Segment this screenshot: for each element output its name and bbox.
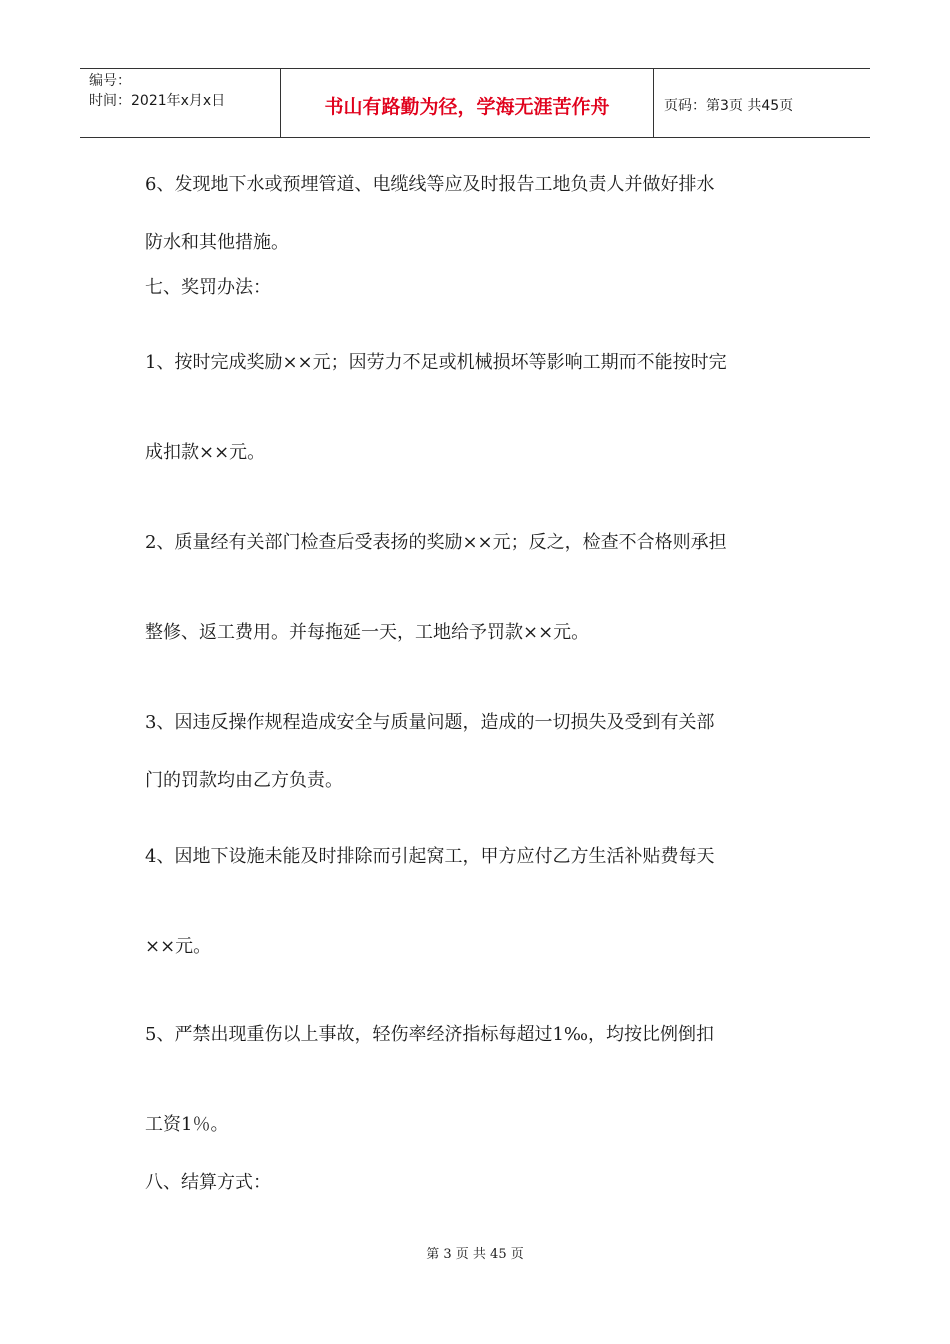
header-meta-cell	[80, 69, 281, 137]
body-line: 整修、返工费用。并每拖延一天，工地给予罚款××元。	[145, 622, 590, 643]
body-line: 3、因违反操作规程造成安全与质量问题，造成的一切损失及受到有关部	[145, 712, 715, 733]
page-footer: 第 3 页 共 45 页	[426, 1247, 524, 1262]
header-motto: 书山有路勤为径，学海无涯苦作舟	[281, 69, 654, 137]
header-page-info: 页码：第3页 共45页	[664, 98, 794, 114]
body-line: 工资1％。	[145, 1114, 229, 1135]
section-heading: 七、奖罚办法：	[145, 277, 271, 298]
body-line: 成扣款××元。	[145, 442, 266, 463]
body-line: 6、发现地下水或预埋管道、电缆线等应及时报告工地负责人并做好排水	[145, 174, 715, 195]
body-line: 防水和其他措施。	[145, 232, 289, 253]
body-line: 门的罚款均由乙方负责。	[145, 770, 343, 791]
body-line: ××元。	[145, 936, 212, 957]
body-line: 2、质量经有关部门检查后受表扬的奖励××元；反之，检查不合格则承担	[145, 532, 727, 553]
document-time-label: 时间：2021年x月x日	[89, 93, 226, 109]
document-number-label: 编号：	[89, 73, 131, 89]
document-header	[80, 68, 870, 138]
body-line: 4、因地下设施未能及时排除而引起窝工，甲方应付乙方生活补贴费每天	[145, 846, 715, 867]
body-line: 5、严禁出现重伤以上事故，轻伤率经济指标每超过1‰，均按比例倒扣	[145, 1024, 715, 1045]
body-line: 1、按时完成奖励××元；因劳力不足或机械损坏等影响工期而不能按时完	[145, 352, 727, 373]
section-heading: 八、结算方式：	[145, 1172, 271, 1193]
